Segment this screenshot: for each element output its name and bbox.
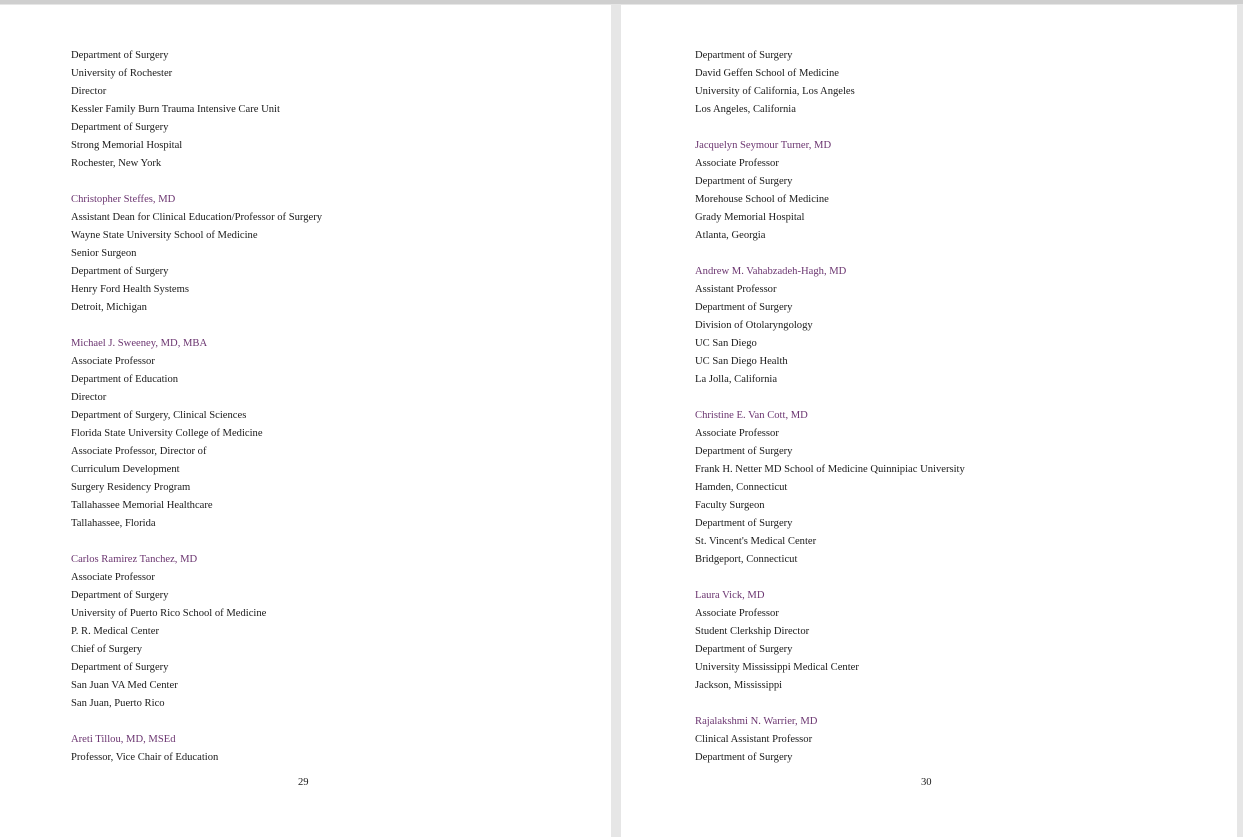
faculty-affiliation-line: Chief of Surgery — [71, 644, 143, 655]
faculty-name: Andrew M. Vahabzadeh-Hagh, MD — [695, 266, 847, 277]
faculty-entry — [695, 407, 965, 569]
faculty-affiliation-line: Department of Surgery — [695, 518, 793, 529]
faculty-name: Rajalakshmi N. Warrier, MD — [695, 716, 818, 727]
faculty-affiliation-line: Senior Surgeon — [71, 248, 137, 259]
faculty-affiliation-line: University of California, Los Angeles — [695, 86, 855, 97]
faculty-entry — [71, 47, 322, 173]
faculty-affiliation-line: Director — [71, 86, 107, 97]
faculty-affiliation-line: Curriculum Development — [71, 464, 180, 475]
faculty-affiliation-line: UC San Diego — [695, 338, 757, 349]
faculty-affiliation-line: P. R. Medical Center — [71, 626, 159, 637]
faculty-affiliation-line: Department of Surgery — [71, 50, 169, 61]
document-page-30 — [621, 5, 1237, 837]
faculty-entry — [695, 263, 965, 389]
faculty-affiliation-line: Department of Surgery — [71, 590, 169, 601]
faculty-affiliation-line: Assistant Professor — [695, 284, 777, 295]
faculty-entry — [695, 47, 965, 119]
faculty-name: Michael J. Sweeney, MD, MBA — [71, 338, 208, 349]
faculty-affiliation-line: Wayne State University School of Medicine — [71, 230, 258, 241]
faculty-affiliation-line: Associate Professor — [695, 428, 779, 439]
page-number: 29 — [298, 777, 309, 788]
faculty-affiliation-line: University of Rochester — [71, 68, 173, 79]
faculty-affiliation-line: Los Angeles, California — [695, 104, 796, 115]
faculty-affiliation-line: Associate Professor, Director of — [71, 446, 207, 457]
faculty-affiliation-line: San Juan VA Med Center — [71, 680, 178, 691]
faculty-affiliation-line: Department of Surgery — [695, 644, 793, 655]
faculty-affiliation-line: Florida State University College of Medicine — [71, 428, 263, 439]
faculty-list-page-30 — [695, 47, 965, 785]
faculty-affiliation-line: Frank H. Netter MD School of Medicine Quinnipiac University — [695, 464, 965, 475]
faculty-affiliation-line: Professor, Vice Chair of Education — [71, 752, 219, 763]
faculty-name: Carlos Ramirez Tanchez, MD — [71, 554, 198, 565]
faculty-affiliation-line: San Juan, Puerto Rico — [71, 698, 165, 709]
faculty-affiliation-line: Associate Professor — [695, 158, 779, 169]
faculty-affiliation-line: Division of Otolaryngology — [695, 320, 813, 331]
faculty-affiliation-line: Tallahassee, Florida — [71, 518, 156, 529]
faculty-list-page-29 — [71, 47, 322, 785]
faculty-affiliation-line: Department of Surgery — [695, 446, 793, 457]
faculty-affiliation-line: Rochester, New York — [71, 158, 162, 169]
page-number: 30 — [921, 777, 932, 788]
faculty-entry — [695, 713, 965, 767]
faculty-affiliation-line: Jackson, Mississippi — [695, 680, 783, 691]
faculty-affiliation-line: Department of Surgery — [71, 266, 169, 277]
faculty-name: Christopher Steffes, MD — [71, 194, 176, 205]
faculty-affiliation-line: St. Vincent's Medical Center — [695, 536, 817, 547]
faculty-affiliation-line: Atlanta, Georgia — [695, 230, 766, 241]
faculty-affiliation-line: Surgery Residency Program — [71, 482, 191, 493]
faculty-affiliation-line: Strong Memorial Hospital — [71, 140, 183, 151]
faculty-affiliation-line: University of Puerto Rico School of Medicine — [71, 608, 267, 619]
faculty-affiliation-line: Bridgeport, Connecticut — [695, 554, 798, 565]
faculty-affiliation-line: Detroit, Michigan — [71, 302, 147, 313]
faculty-name: Christine E. Van Cott, MD — [695, 410, 808, 421]
faculty-affiliation-line: Department of Surgery — [695, 176, 793, 187]
faculty-affiliation-line: UC San Diego Health — [695, 356, 788, 367]
faculty-affiliation-line: Department of Surgery, Clinical Sciences — [71, 410, 247, 421]
faculty-affiliation-line: Department of Surgery — [695, 302, 793, 313]
viewer-top-border — [0, 0, 1243, 4]
faculty-affiliation-line: Hamden, Connecticut — [695, 482, 788, 493]
faculty-affiliation-line: Associate Professor — [71, 356, 155, 367]
faculty-affiliation-line: Student Clerkship Director — [695, 626, 810, 637]
faculty-affiliation-line: Assistant Dean for Clinical Education/Professor of Surgery — [71, 212, 323, 223]
faculty-entry — [71, 335, 322, 533]
faculty-affiliation-line: Department of Education — [71, 374, 179, 385]
faculty-affiliation-line: Department of Surgery — [71, 662, 169, 673]
faculty-affiliation-line: Clinical Assistant Professor — [695, 734, 813, 745]
faculty-entry — [71, 551, 322, 713]
faculty-affiliation-line: Henry Ford Health Systems — [71, 284, 189, 295]
faculty-affiliation-line: Department of Surgery — [71, 122, 169, 133]
faculty-name: Areti Tillou, MD, MSEd — [71, 734, 176, 745]
faculty-entry — [71, 191, 322, 317]
faculty-affiliation-line: Kessler Family Burn Trauma Intensive Care Unit — [71, 104, 280, 115]
faculty-affiliation-line: Associate Professor — [695, 608, 779, 619]
faculty-entry — [695, 587, 965, 695]
faculty-affiliation-line: University Mississippi Medical Center — [695, 662, 859, 673]
faculty-affiliation-line: Associate Professor — [71, 572, 155, 583]
faculty-affiliation-line: Department of Surgery — [695, 752, 793, 763]
faculty-name: Laura Vick, MD — [695, 590, 765, 601]
faculty-affiliation-line: La Jolla, California — [695, 374, 778, 385]
faculty-affiliation-line: Director — [71, 392, 107, 403]
faculty-entry — [695, 137, 965, 245]
faculty-affiliation-line: David Geffen School of Medicine — [695, 68, 839, 79]
faculty-affiliation-line: Department of Surgery — [695, 50, 793, 61]
faculty-affiliation-line: Faculty Surgeon — [695, 500, 765, 511]
faculty-affiliation-line: Grady Memorial Hospital — [695, 212, 805, 223]
faculty-affiliation-line: Morehouse School of Medicine — [695, 194, 829, 205]
faculty-affiliation-line: Tallahassee Memorial Healthcare — [71, 500, 213, 511]
document-page-29 — [0, 5, 611, 837]
faculty-name: Jacquelyn Seymour Turner, MD — [695, 140, 832, 151]
faculty-entry — [71, 731, 322, 767]
